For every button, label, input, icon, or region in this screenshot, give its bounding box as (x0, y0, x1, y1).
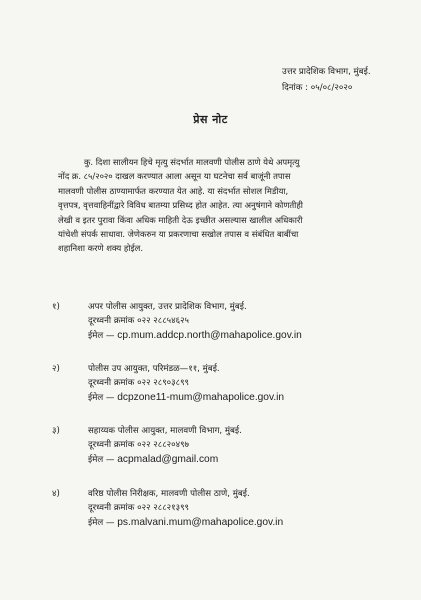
date-label: दिनांक : (282, 83, 309, 93)
email-address: dcpzone11-mum@mahapolice.gov.in (117, 392, 285, 403)
contact-phone-line (88, 315, 302, 329)
email-address: ps.malvani.mum@mahapolice.gov.in (117, 517, 284, 528)
body-line: यांचेशी संपर्क साधावा. जेणेकरुन या प्रकरणाचा सखोल तपास व संबंधित बाबींचा (58, 229, 299, 240)
email-label: ईमेल — (88, 455, 115, 465)
contact-number: ४) (52, 489, 60, 499)
phone-label: दूरध्वनी क्रमांक (88, 502, 135, 513)
contact-designation: पोलीस उप आयुक्त, परिमंडळ—११, मुंबई. (88, 364, 220, 374)
contact-number: १) (52, 302, 60, 312)
page-title: प्रेस नोट (193, 113, 228, 126)
email-label: ईमेल — (88, 518, 115, 528)
contact-phone-line (88, 502, 283, 516)
contact-email-line (88, 516, 283, 531)
email-address: acpmalad@gmail.com (117, 454, 219, 465)
contact-designation: अपर पोलीस आयुक्त, उत्तर प्रादेशिक विभाग, मुंबई. (88, 302, 247, 312)
contact-designation: वरिष्ठ पोलीस निरीक्षक, मालवणी पोलीस ठाणे, मुंबई. (88, 489, 250, 499)
contact-phone-line (88, 439, 242, 453)
phone-number: ०२२ २८९०३८९९ (137, 377, 190, 388)
email-address: cp.mum.addcp.north@mahapolice.gov.in (117, 330, 302, 341)
body-line: शहानिशा करणे शक्य होईल. (58, 243, 143, 254)
phone-number: ०२२ २८८२०४९७ (137, 439, 190, 450)
phone-number: ०२२ २८८२१३९९ (137, 502, 190, 513)
contact-email-line (88, 391, 284, 406)
phone-label: दूरध्वनी क्रमांक (88, 377, 135, 388)
date-value: ०५/०८/२०२० (310, 83, 353, 93)
body-line: कु. दिशा सालीयन हिचे मृत्यु संदर्भात मालवणी पोलीस ठाणे येथे अपमृत्यु (84, 157, 300, 167)
phone-number: ०२२ २८८५४६२५ (137, 315, 190, 326)
office-name: उत्तर प्रादेशिक विभाग, मुंबई. (282, 67, 371, 77)
contact-number: २) (52, 364, 60, 374)
body-line: वृत्तपत्र, वृत्तवाहिनींद्वारे विविध बातम्या प्रसिध्द होत आहेत. त्या अनुषंगाने कोणतीही (58, 200, 303, 211)
contact-designation: सहाय्यक पोलीस आयुक्त, मालवणी विभाग, मुंबई. (88, 426, 242, 436)
email-label: ईमेल — (88, 393, 115, 403)
phone-label: दूरध्वनी क्रमांक (88, 439, 135, 450)
body-line: लेखी व इतर पुरावा किंवा अधिक माहिती देऊ इच्छीत असल्यास खालील अधिकारी (58, 214, 303, 225)
contact-email-line (88, 453, 242, 468)
email-label: ईमेल — (88, 331, 115, 341)
phone-label: दूरध्वनी क्रमांक (88, 315, 135, 326)
body-line: मालवणी पोलीस ठाण्यामार्फत करण्यात येत आहे. या संदर्भात सोशल मिडीया, (58, 185, 289, 196)
contact-number: ३) (52, 426, 60, 436)
contact-email-line (88, 329, 302, 344)
body-line: नोंद क्र. ८५/२०२० दाखल करण्यात आला असून या घटनेचा सर्व बाजूंनी तपास (58, 171, 291, 182)
contact-phone-line (88, 377, 284, 391)
